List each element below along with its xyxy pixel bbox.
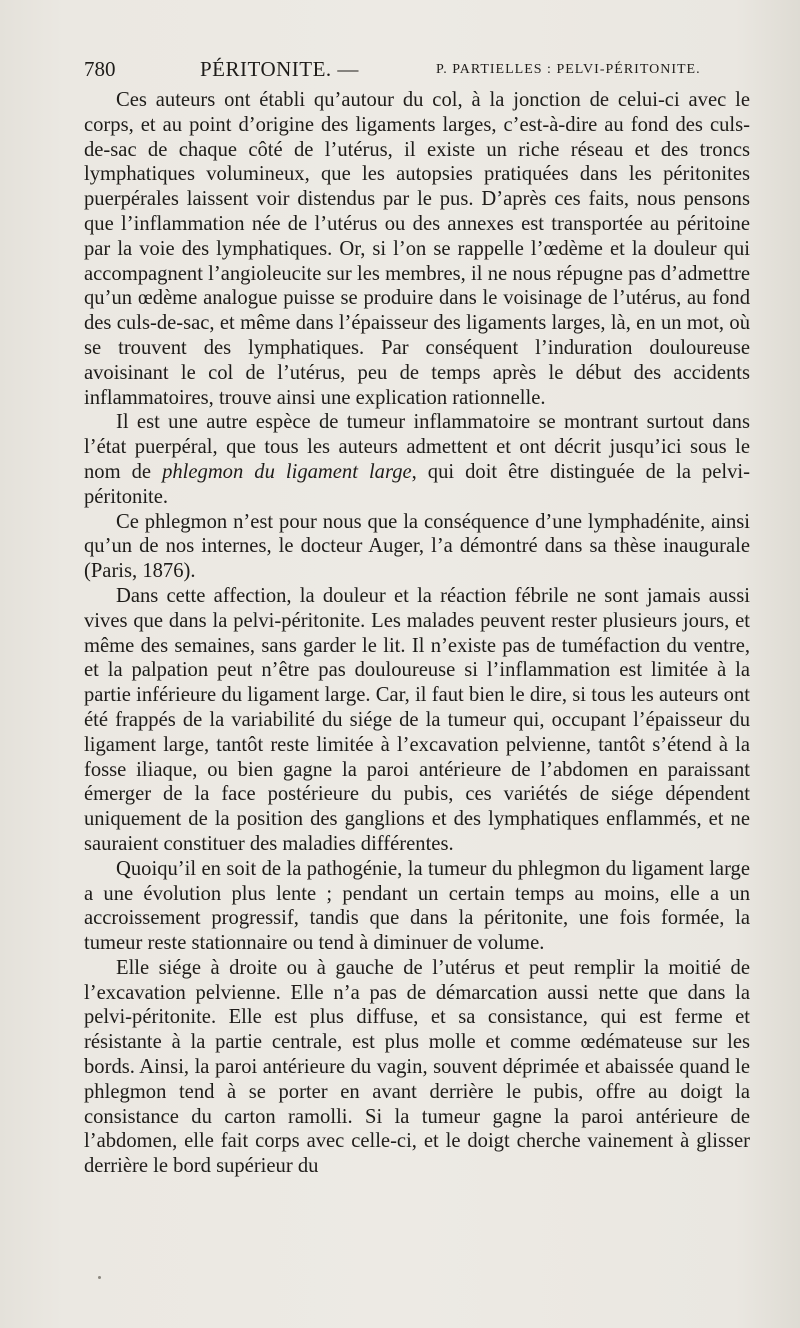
paragraph: Quoiqu’il en soit de la pathogénie, la tumeur du phlegmon du ligament large a une évolution plus lente ; pendant un certain temps au moins, elle a un accroissement progressif, tandis que dans la péritonite, une fois formée, la tumeur reste stationnaire ou tend à diminuer de volume. [84,857,750,955]
body-text [84,88,750,1179]
paper-speck [98,1276,101,1279]
section-title: P. PARTIELLES : PELVI-PÉRITONITE. [436,62,701,77]
paragraph-text: Il est une autre espèce de tumeur inflammatoire se montrant surtout dans l’état puerpéral, que tous les auteurs admettent et ont décrit jusqu’ici sous le nom de [84,411,750,483]
paragraph-text: , qui doit être distinguée de la pelvi-péritonite. [84,460,750,508]
paragraph [84,410,750,509]
paragraph: Dans cette affection, la douleur et la réaction fébrile ne sont jamais aussi vives que dans la pelvi-péritonite. Les malades peuvent rester plusieurs jours, et même des semaines, sans garder le lit. Il n’existe pas de tuméfaction du ventre, et la palpation peut n’être pas douloureuse si l’inflammation est limitée à la partie inférieure du ligament large. Car, il faut bien le dire, si tous les auteurs ont été frappés de la variabilité du siége de la tumeur qui, occupant l’épaisseur du ligament large, tantôt reste limitée à l’excavation pelvienne, tantôt s’étend à la fosse iliaque, ou bien gagne la paroi antérieure de l’abdomen en paraissant émerger de la face postérieure du pubis, ces variétés de siége dépendent uniquement de la position des ganglions et des lymphatiques enflammés, et ne sauraient constituer des maladies différentes. [84,584,750,855]
paragraph: Elle siége à droite ou à gauche de l’utérus et peut remplir la moitié de l’excavation pelvienne. Elle n’a pas de démarcation aussi nette que dans la pelvi-péritonite. Elle est plus diffuse, et sa consistance, qui est ferme et résistante à la partie centrale, est plus molle et comme œdémateuse sur les bords. Ainsi, la paroi antérieure du vagin, souvent déprimée et abaissée quand le phlegmon tend à se porter en avant derrière le pubis, offre au doigt la consistance du carton ramolli. Si la tumeur gagne la paroi antérieure de l’abdomen, elle fait corps avec celle-ci, et le doigt cherche vainement à glisser derrière le bord supérieur du [84,956,750,1178]
chapter-title: PÉRITONITE. — [200,57,359,81]
page-number: 780 [84,57,116,81]
paragraph: Ce phlegmon n’est pour nous que la conséquence d’une lymphadénite, ainsi qu’un de nos internes, le docteur Auger, l’a démontré dans sa thèse inaugurale (Paris, 1876). [84,510,750,583]
italic-term: phlegmon du ligament large [162,460,412,483]
paragraph: Ces auteurs ont établi qu’autour du col, à la jonction de celui-ci avec le corps, et au point d’origine des ligaments larges, c’est-à-dire au fond des culs-de-sac de chaque côté de l’utérus, il existe un riche réseau et des troncs lymphatiques volumineux, que les autopsies pratiquées dans les péritonites puerpérales laissent voir distendus par le pus. D’après ces faits, nous pensons que l’inflammation née de l’utérus ou des annexes est transportée au péritoine par la voie des lymphatiques. Or, si l’on se rappelle l’œdème et la douleur qui accompagnent l’angioleucite sur les membres, il ne nous répugne pas d’admettre qu’un œdème analogue puisse se produire dans le voisinage de l’utérus, au fond des culs-de-sac, et même dans l’épaisseur des ligaments larges, là, en un mot, où se trouvent des lymphatiques. Par conséquent l’induration douloureuse avoisinant le col de l’utérus, peu de temps après le début des accidents inflammatoires, trouve ainsi une explication rationnelle. [84,89,750,409]
running-head [84,54,744,84]
